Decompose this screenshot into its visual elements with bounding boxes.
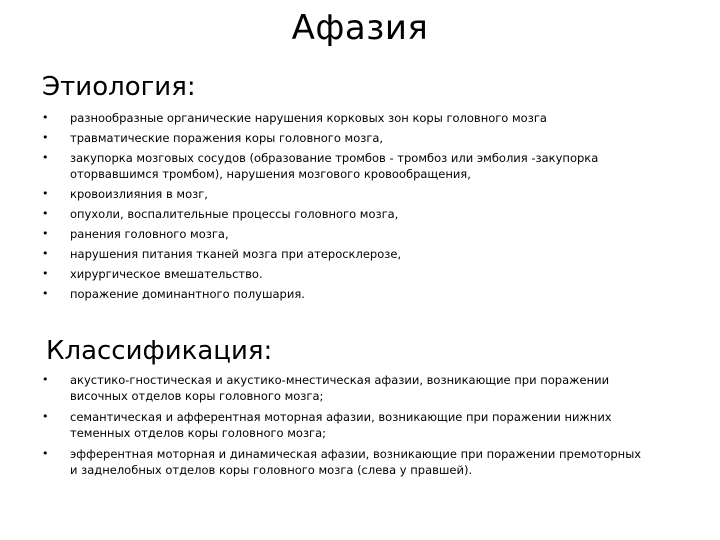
list-item: • нарушения питания тканей мозга при атеросклерозе, bbox=[42, 246, 652, 262]
list-item: • закупорка мозговых сосудов (образование тромбов - тромбоз или эмболия -закупорка оторвавшимся тромбом), нарушения мозгового кровообращения, bbox=[42, 150, 652, 182]
etiology-list bbox=[42, 110, 652, 306]
list-item: • ранения головного мозга, bbox=[42, 226, 652, 242]
list-item: • акустико-гностическая и акустико-мнестическая афазии, возникающие при поражении височных отделов коры головного мозга; bbox=[42, 372, 652, 404]
list-item: • семантическая и афферентная моторная афазии, возникающие при поражении нижних теменных отделов коры головного мозга; bbox=[42, 409, 652, 441]
list-item: • эфферентная моторная и динамическая афазии, возникающие при поражении премоторных и заднелобных отделов коры головного мозга (слева у правшей). bbox=[42, 446, 652, 478]
list-item: • поражение доминантного полушария. bbox=[42, 286, 652, 302]
classification-heading: Классификация: bbox=[46, 336, 273, 366]
slide-title: Афазия bbox=[291, 8, 429, 48]
etiology-heading: Этиология: bbox=[42, 72, 196, 102]
list-item: • кровоизлияния в мозг, bbox=[42, 186, 652, 202]
list-item: • травматические поражения коры головного мозга, bbox=[42, 130, 652, 146]
list-item: • разнообразные органические нарушения корковых зон коры головного мозга bbox=[42, 110, 652, 126]
list-item: • хирургическое вмешательство. bbox=[42, 266, 652, 282]
classification-list bbox=[42, 372, 652, 483]
list-item: • опухоли, воспалительные процессы головного мозга, bbox=[42, 206, 652, 222]
